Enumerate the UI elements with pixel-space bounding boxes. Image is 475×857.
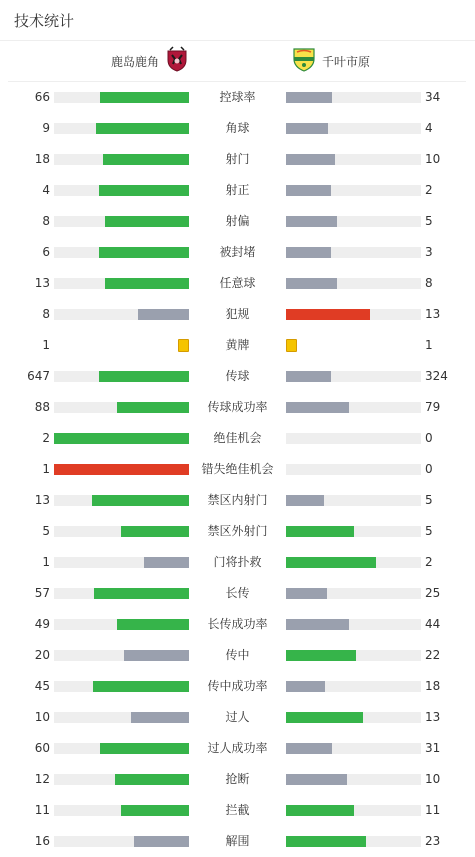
away-value: 2	[425, 555, 433, 569]
home-bar-fill	[124, 650, 189, 661]
stat-row	[0, 423, 475, 454]
home-bar-track	[54, 123, 189, 134]
away-bar-track	[286, 681, 421, 692]
away-value: 34	[425, 90, 441, 104]
home-bar-fill	[54, 464, 189, 475]
stat-label: 抢断	[225, 772, 250, 786]
stat-row	[0, 702, 475, 733]
kashima-antlers-crest-icon	[164, 46, 190, 76]
away-value: 5	[425, 493, 433, 507]
home-bar-track	[54, 743, 189, 754]
away-team-name: 千叶市原	[322, 54, 371, 69]
away-bar-fill	[286, 681, 325, 692]
home-bar-track	[54, 526, 189, 537]
home-bar-fill	[93, 681, 189, 692]
stat-row	[0, 454, 475, 485]
away-team[interactable]	[291, 42, 370, 80]
home-value: 16	[34, 834, 50, 848]
away-value: 44	[425, 617, 441, 631]
home-value: 11	[34, 803, 50, 817]
teams-header	[8, 42, 466, 80]
home-bar-track	[54, 805, 189, 816]
away-bar-fill	[286, 743, 332, 754]
away-bar-fill	[286, 526, 354, 537]
away-bar-track	[286, 743, 421, 754]
home-value: 6	[42, 245, 50, 259]
away-bar-track	[286, 433, 421, 444]
jef-united-crest-icon	[291, 46, 317, 76]
away-value: 13	[425, 307, 441, 321]
away-value: 4	[425, 121, 433, 135]
away-value: 31	[425, 741, 441, 755]
stat-label: 控球率	[219, 90, 256, 104]
home-value: 45	[34, 679, 50, 693]
home-bar-fill	[115, 774, 189, 785]
away-bar-fill	[286, 185, 331, 196]
away-bar-fill	[286, 588, 327, 599]
away-bar-fill	[286, 92, 332, 103]
away-bar-track	[286, 650, 421, 661]
stat-label: 过人成功率	[207, 741, 268, 755]
away-value: 5	[425, 214, 433, 228]
stat-row	[0, 609, 475, 640]
stat-label: 长传成功率	[207, 617, 268, 631]
stat-row	[0, 547, 475, 578]
stat-label: 角球	[225, 121, 250, 135]
away-bar-track	[286, 464, 421, 475]
home-bar-fill	[121, 526, 189, 537]
home-value: 9	[42, 121, 50, 135]
home-bar-fill	[144, 557, 189, 568]
away-bar-track	[286, 92, 421, 103]
stat-label: 传中成功率	[207, 679, 268, 693]
away-value: 11	[425, 803, 441, 817]
stat-label: 黄牌	[225, 338, 250, 352]
home-value: 60	[34, 741, 50, 755]
stat-label: 被封堵	[219, 245, 256, 259]
stat-label: 绝佳机会	[213, 431, 262, 445]
home-bar-track	[54, 92, 189, 103]
away-bar-fill	[286, 495, 324, 506]
stat-row	[0, 485, 475, 516]
away-bar-fill	[286, 216, 337, 227]
home-value: 1	[42, 462, 50, 476]
home-value: 4	[42, 183, 50, 197]
home-value: 12	[34, 772, 50, 786]
stat-row	[0, 826, 475, 857]
away-bar-fill	[286, 774, 347, 785]
away-value: 3	[425, 245, 433, 259]
home-bar-track	[54, 836, 189, 847]
away-bar-track	[286, 712, 421, 723]
home-bar-track	[54, 154, 189, 165]
away-bar-fill	[286, 836, 366, 847]
stat-row	[0, 640, 475, 671]
away-bar-fill	[286, 557, 376, 568]
away-value: 8	[425, 276, 433, 290]
away-bar-track	[286, 371, 421, 382]
away-bar-fill	[286, 154, 335, 165]
away-bar-fill	[286, 619, 349, 630]
away-bar-track	[286, 123, 421, 134]
home-value: 88	[34, 400, 50, 414]
away-bar-fill	[286, 805, 354, 816]
away-bar-track	[286, 216, 421, 227]
away-bar-fill	[286, 247, 331, 258]
stat-row	[0, 175, 475, 206]
home-bar-track	[54, 247, 189, 258]
home-bar-track	[54, 464, 189, 475]
away-bar-track	[286, 154, 421, 165]
home-bar-fill	[99, 371, 189, 382]
away-bar-track	[286, 836, 421, 847]
home-value: 1	[42, 555, 50, 569]
away-value: 13	[425, 710, 441, 724]
home-bar-fill	[100, 92, 189, 103]
away-value: 10	[425, 152, 441, 166]
away-value: 0	[425, 431, 433, 445]
stat-row	[0, 392, 475, 423]
home-bar-fill	[92, 495, 189, 506]
home-bar-fill	[96, 123, 189, 134]
home-bar-track	[54, 278, 189, 289]
stats-list	[0, 82, 475, 857]
stat-label: 过人	[225, 710, 250, 724]
stat-label: 长传	[225, 586, 250, 600]
home-bar-fill	[105, 216, 189, 227]
away-bar-track	[286, 278, 421, 289]
home-bar-track	[54, 185, 189, 196]
away-bar-track	[286, 619, 421, 630]
away-value: 0	[425, 462, 433, 476]
stat-row	[0, 671, 475, 702]
away-value: 25	[425, 586, 441, 600]
title-divider	[0, 40, 475, 41]
stat-row	[0, 330, 475, 361]
home-bar-fill	[99, 185, 189, 196]
stat-row	[0, 516, 475, 547]
away-bar-track	[286, 588, 421, 599]
stat-row	[0, 299, 475, 330]
away-value: 23	[425, 834, 441, 848]
away-value: 10	[425, 772, 441, 786]
stat-label: 禁区内射门	[207, 493, 268, 507]
away-value: 324	[425, 369, 448, 383]
home-bar-fill	[138, 309, 189, 320]
away-value: 1	[425, 338, 433, 352]
stat-label: 拦截	[225, 803, 250, 817]
stat-label: 门将扑救	[213, 555, 262, 569]
away-bar-track	[286, 247, 421, 258]
home-value: 8	[42, 307, 50, 321]
home-bar-fill	[117, 619, 189, 630]
away-bar-track	[286, 557, 421, 568]
stat-label: 射门	[225, 152, 250, 166]
away-bar-track	[286, 309, 421, 320]
stat-label: 传球成功率	[207, 400, 268, 414]
away-yellow-card-icon	[286, 339, 297, 352]
stat-label: 传中	[225, 648, 250, 662]
home-bar-fill	[121, 805, 189, 816]
away-bar-fill	[286, 123, 328, 134]
stat-label: 任意球	[219, 276, 256, 290]
home-value: 8	[42, 214, 50, 228]
away-bar-track	[286, 402, 421, 413]
away-bar-track	[286, 495, 421, 506]
home-value: 13	[34, 493, 50, 507]
home-bar-track	[54, 712, 189, 723]
home-value: 20	[34, 648, 50, 662]
stat-row	[0, 206, 475, 237]
stat-label: 解围	[225, 834, 250, 848]
stat-row	[0, 237, 475, 268]
away-value: 18	[425, 679, 441, 693]
away-bar-track	[286, 774, 421, 785]
home-bar-track	[54, 588, 189, 599]
home-bar-fill	[117, 402, 189, 413]
stat-label: 射偏	[225, 214, 250, 228]
away-bar-fill	[286, 371, 331, 382]
stat-row	[0, 795, 475, 826]
home-bar-track	[54, 774, 189, 785]
away-value: 22	[425, 648, 441, 662]
stat-row	[0, 144, 475, 175]
home-value: 2	[42, 431, 50, 445]
home-bar-track	[54, 371, 189, 382]
away-bar-track	[286, 526, 421, 537]
home-value: 13	[34, 276, 50, 290]
home-bar-track	[54, 309, 189, 320]
home-value: 57	[34, 586, 50, 600]
home-value: 10	[34, 710, 50, 724]
home-bar-track	[54, 433, 189, 444]
home-team-name: 鹿岛鹿角	[110, 54, 159, 69]
stat-label: 犯规	[225, 307, 250, 321]
away-bar-track	[286, 185, 421, 196]
stat-label: 错失绝佳机会	[201, 462, 274, 476]
stat-label: 传球	[225, 369, 250, 383]
stat-label: 射正	[225, 183, 250, 197]
stat-row	[0, 82, 475, 113]
home-bar-fill	[134, 836, 189, 847]
home-bar-fill	[54, 433, 189, 444]
home-bar-fill	[105, 278, 189, 289]
home-bar-track	[54, 402, 189, 413]
stat-row	[0, 764, 475, 795]
home-yellow-card-icon	[178, 339, 189, 352]
home-bar-fill	[100, 743, 189, 754]
home-value: 18	[34, 152, 50, 166]
home-value: 1	[42, 338, 50, 352]
away-bar-fill	[286, 278, 337, 289]
home-bar-track	[54, 495, 189, 506]
home-bar-track	[54, 557, 189, 568]
away-value: 5	[425, 524, 433, 538]
stat-row	[0, 733, 475, 764]
home-bar-track	[54, 216, 189, 227]
stat-row	[0, 578, 475, 609]
stat-row	[0, 361, 475, 392]
away-bar-track	[286, 805, 421, 816]
home-bar-fill	[99, 247, 189, 258]
away-value: 79	[425, 400, 441, 414]
home-bar-fill	[94, 588, 189, 599]
home-bar-track	[54, 650, 189, 661]
home-value: 49	[34, 617, 50, 631]
stat-row	[0, 268, 475, 299]
home-bar-track	[54, 619, 189, 630]
stat-row	[0, 113, 475, 144]
away-bar-fill	[286, 309, 370, 320]
home-value: 5	[42, 524, 50, 538]
home-value: 66	[34, 90, 50, 104]
away-bar-fill	[286, 402, 349, 413]
away-bar-fill	[286, 650, 356, 661]
home-bar-fill	[131, 712, 189, 723]
home-bar-fill	[103, 154, 189, 165]
away-value: 2	[425, 183, 433, 197]
home-team[interactable]	[111, 42, 190, 80]
stat-label: 禁区外射门	[207, 524, 268, 538]
home-bar-track	[54, 681, 189, 692]
page-title: 技术统计	[14, 12, 75, 30]
home-value: 647	[27, 369, 50, 383]
away-bar-fill	[286, 712, 363, 723]
